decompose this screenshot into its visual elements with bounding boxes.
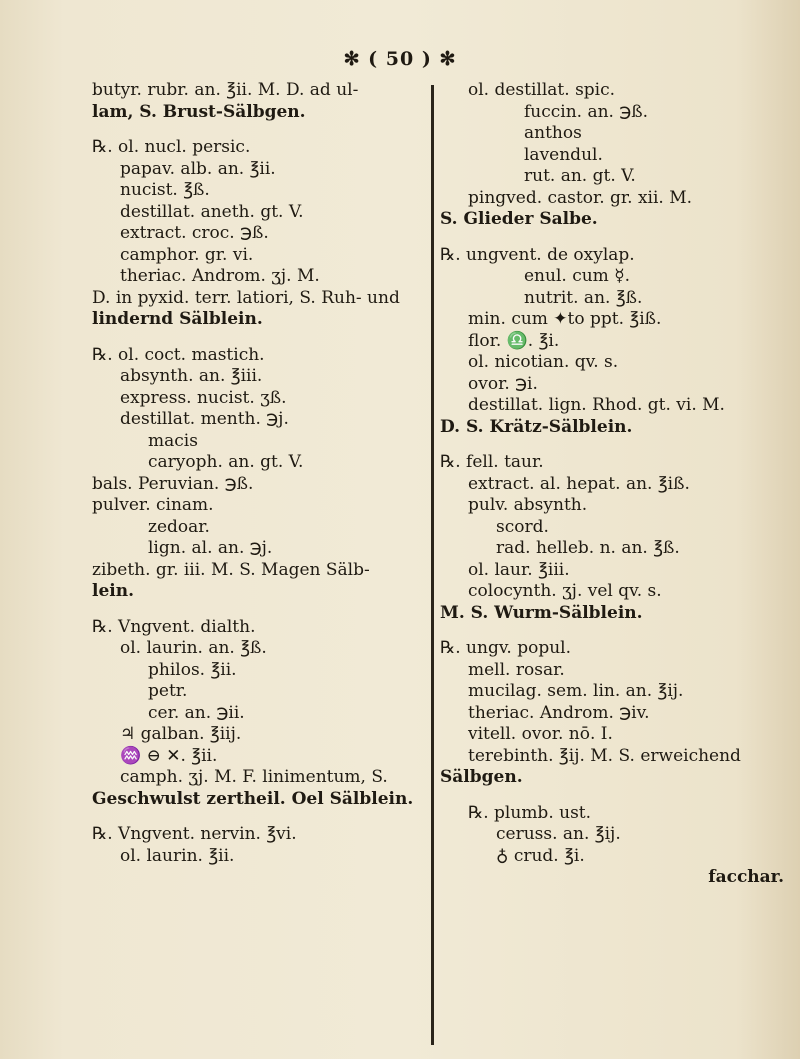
right-text-line: facchar. [708, 867, 784, 887]
right-text-line: enul. cum ☿. [524, 266, 631, 286]
paragraph-gap [92, 810, 427, 824]
right-text-line: lavendul. [524, 144, 603, 165]
paragraph-gap [92, 331, 427, 345]
left-text-line: nucist. ℥ß. [120, 180, 210, 200]
right-text-line: anthos [524, 123, 582, 143]
left-column [92, 80, 427, 867]
left-text-line: ol. laurin. ℥ii. [120, 845, 235, 866]
left-text-line: D. in pyxid. terr. latiori, S. Ruh- und [92, 287, 400, 308]
left-text-line: zedoar. [148, 516, 210, 537]
right-text-line: rut. an. gt. V. [524, 166, 636, 186]
right-text-line: scord. [496, 516, 549, 537]
left-text-line: lign. al. an. ℈j. [148, 538, 273, 558]
right-text-line: ol. destillat. spic. [468, 80, 616, 100]
right-text-line: ol. nicotian. qv. s. [468, 352, 619, 372]
left-text-line: Geschwulst zertheil. Oel Sälblein. [92, 788, 414, 809]
right-text-line: ceruss. an. ℥ij. [496, 824, 621, 844]
left-text-line: macis [148, 430, 198, 451]
left-text-line: camph. ʒj. M. F. linimentum, S. [120, 767, 388, 787]
left-text-line: ol. laurin. an. ℥ß. [120, 638, 267, 658]
right-text-line: mell. rosar. [468, 659, 565, 680]
left-text-line: theriac. Androm. ʒj. M. [120, 266, 320, 286]
right-text-line: theriac. Androm. ℈iv. [468, 702, 650, 723]
left-text-line: caryoph. an. gt. V. [148, 452, 304, 472]
right-text-line: ol. laur. ℥iii. [468, 559, 570, 580]
left-text-line: cer. an. ℈ii. [148, 702, 245, 723]
right-text-line: ovor. ℈i. [468, 373, 538, 394]
left-text-line: ℞. ol. coct. mastich. [92, 344, 265, 365]
right-text-line: mucilag. sem. lin. an. ℥ij. [468, 681, 684, 701]
right-text-line: fuccin. an. ℈ß. [524, 101, 648, 122]
left-text-line: papav. alb. an. ℥ii. [120, 158, 276, 179]
right-column [440, 80, 792, 889]
paragraph-gap [440, 231, 792, 245]
right-text-line: min. cum ✦to ppt. ℥iß. [468, 309, 662, 329]
right-text-line: ℞. ungv. popul. [440, 638, 572, 658]
right-text-line: vitell. ovor. nō. I. [468, 724, 613, 744]
right-text-line: nutrit. an. ℥ß. [524, 287, 643, 308]
left-text-line: lindernd Sälblein. [92, 309, 263, 329]
paragraph-gap [440, 624, 792, 638]
left-text-line: lein. [92, 581, 135, 601]
left-text-line: absynth. an. ℥iii. [120, 366, 263, 386]
right-text-line: pingved. castor. gr. xii. M. [468, 187, 693, 208]
left-text-line: extract. croc. ℈ß. [120, 223, 269, 243]
left-text-line: petr. [148, 681, 188, 701]
left-text-line: ℞. Vngvent. nervin. ℥vi. [92, 824, 297, 844]
right-text-line: ♁ crud. ℥i. [496, 845, 585, 866]
left-text-line: ♃ galban. ℥iij. [120, 724, 242, 744]
left-text-line: ℞. Vngvent. dialth. [92, 616, 256, 637]
left-text-line: destillat. aneth. gt. V. [120, 201, 304, 222]
paragraph-gap [440, 438, 792, 452]
right-text-line: flor. ♎. ℥i. [468, 330, 560, 351]
right-text-line: ℞. fell. taur. [440, 452, 544, 472]
left-text-line: lam, S. Brust-Sälbgen. [92, 101, 306, 122]
page-header: ✻ ( 50 ) ✻ [343, 48, 457, 70]
right-text-line: M. S. Wurm-Sälblein. [440, 602, 643, 623]
right-text-line: rad. helleb. n. an. ℥ß. [496, 538, 680, 558]
left-text-line: ℞. ol. nucl. persic. [92, 137, 251, 157]
paragraph-gap [92, 123, 427, 137]
left-text-line: express. nucist. ʒß. [120, 387, 287, 408]
right-text-line: D. S. Krätz-Sälblein. [440, 416, 633, 437]
paragraph-gap [440, 789, 792, 803]
left-text-line: ♒ ⊖ ✕. ℥ii. [120, 745, 218, 766]
left-text-line: destillat. menth. ℈j. [120, 409, 289, 429]
right-text-line: pulv. absynth. [468, 495, 588, 515]
right-text-line: destillat. lign. Rhod. gt. vi. M. [468, 395, 725, 415]
left-text-line: butyr. rubr. an. ℥ii. M. D. ad ul- [92, 80, 359, 100]
right-text-line: colocynth. ʒj. vel qv. s. [468, 581, 662, 601]
left-text-line: philos. ℥ii. [148, 659, 237, 680]
left-text-line: zibeth. gr. iii. M. S. Magen Sälb- [92, 559, 370, 580]
column-divider [431, 85, 434, 1045]
right-text-line: extract. al. hepat. an. ℥iß. [468, 473, 690, 494]
right-text-line: ℞. plumb. ust. [468, 802, 592, 823]
left-text-line: camphor. gr. vi. [120, 244, 254, 265]
left-text-line: bals. Peruvian. ℈ß. [92, 473, 254, 494]
right-text-line: Sälbgen. [440, 767, 523, 787]
right-text-line: terebinth. ℥ij. M. S. erweichend [468, 745, 741, 766]
right-text-line: ℞. ungvent. de oxylap. [440, 244, 635, 265]
left-text-line: pulver. cinam. [92, 495, 214, 515]
paragraph-gap [92, 603, 427, 617]
right-text-line: S. Glieder Salbe. [440, 209, 598, 229]
